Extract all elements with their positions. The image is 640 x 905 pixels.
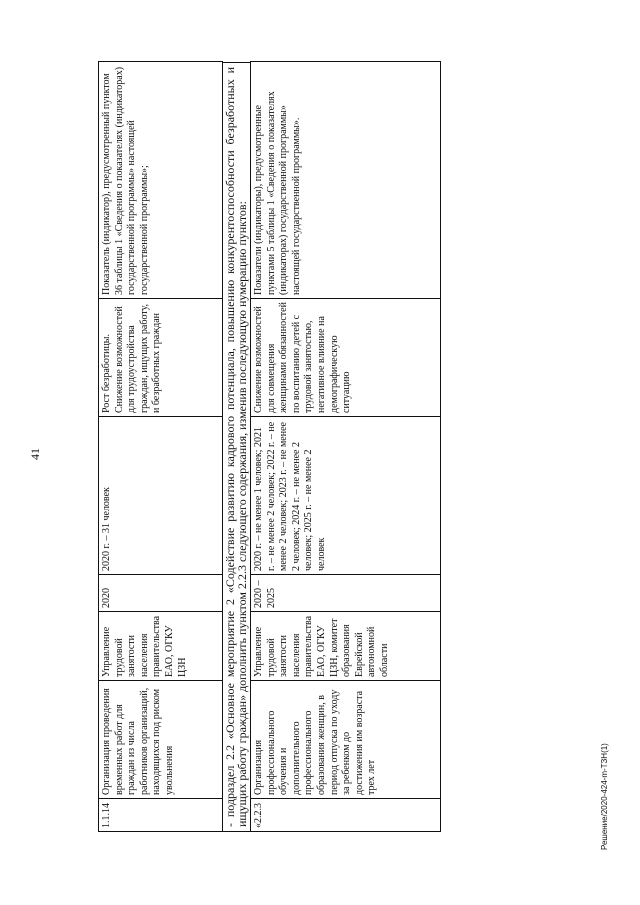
indicator-cell: Показатель (индикатор), предусмотренный пунктом 36 таблицы 1 «Сведения о показателях (индикаторах) государственной программы» настоящей государственной программы»;	[99, 62, 223, 299]
consequences-cell: Снижение возможностей для совмещения женщинами обязанностей по воспитанию детей с трудовой занятостью, негативное влияние на демографическую ситуацию	[251, 299, 441, 417]
rotated-content	[98, 62, 468, 832]
consequences-cell: Рост безработицы. Снижение возможностей для трудоустройства граждан, ищущих работу, и безработных граждан	[99, 299, 223, 417]
table-row	[99, 62, 223, 832]
activity-cell: Организация профессионального обучения и дополнительного профессионального образования женщин, в период отпуска по уходу за ребенком до достижения им возраста трех лет	[251, 681, 441, 799]
row-number: «2.2.3	[251, 799, 441, 832]
period-cell: 2020 – 2025	[251, 575, 441, 612]
table-2	[250, 61, 441, 832]
executor-cell: Управление трудовой занятости населения правительства ЕАО, ОГКУ ЦЗН	[99, 612, 223, 681]
document-code: Решение/2020-424-m-ТЗН(1)	[600, 743, 609, 850]
result-cell: 2020 г. – не менее 1 человек; 2021 г. – не менее 2 человек; 2022 г. – не менее 2 человек; 2023 г. – не менее 2 человек; 2024 г. – не менее 2 человек; 2025 г. – не менее 2 человек	[251, 417, 441, 575]
table-1	[98, 61, 223, 832]
paragraph-block	[223, 62, 250, 832]
page-number: 41	[28, 448, 42, 460]
row-number: 1.1.14	[99, 799, 223, 832]
amendment-paragraph: - подраздел 2.2 «Основное мероприятие 2 «Содействие развитию кадрового потенциала, повышению конкурентоспособности безработных и ищущих работу граждан» дополнить пунктом 2.2.3 следующего содержания, изменив последующую нумерацию пунктов:	[223, 67, 249, 827]
result-cell: 2020 г. – 31 человек	[99, 417, 223, 575]
executor-cell: Управление трудовой занятости населения правительства ЕАО, ОГКУ ЦЗН, комитет образования Еврейской автономной области	[251, 612, 441, 681]
indicator-cell: Показатели (индикаторы), предусмотренные пунктами 5 таблицы 1 «Сведения о показателях (индикаторах) государственной программы» настоящей государственной программы».	[251, 62, 441, 299]
period-cell: 2020	[99, 575, 223, 612]
activity-cell: Организация проведения временных работ для граждан из числа работников организаций, находящихся под риском увольнения	[99, 681, 223, 799]
table-row	[251, 62, 441, 832]
